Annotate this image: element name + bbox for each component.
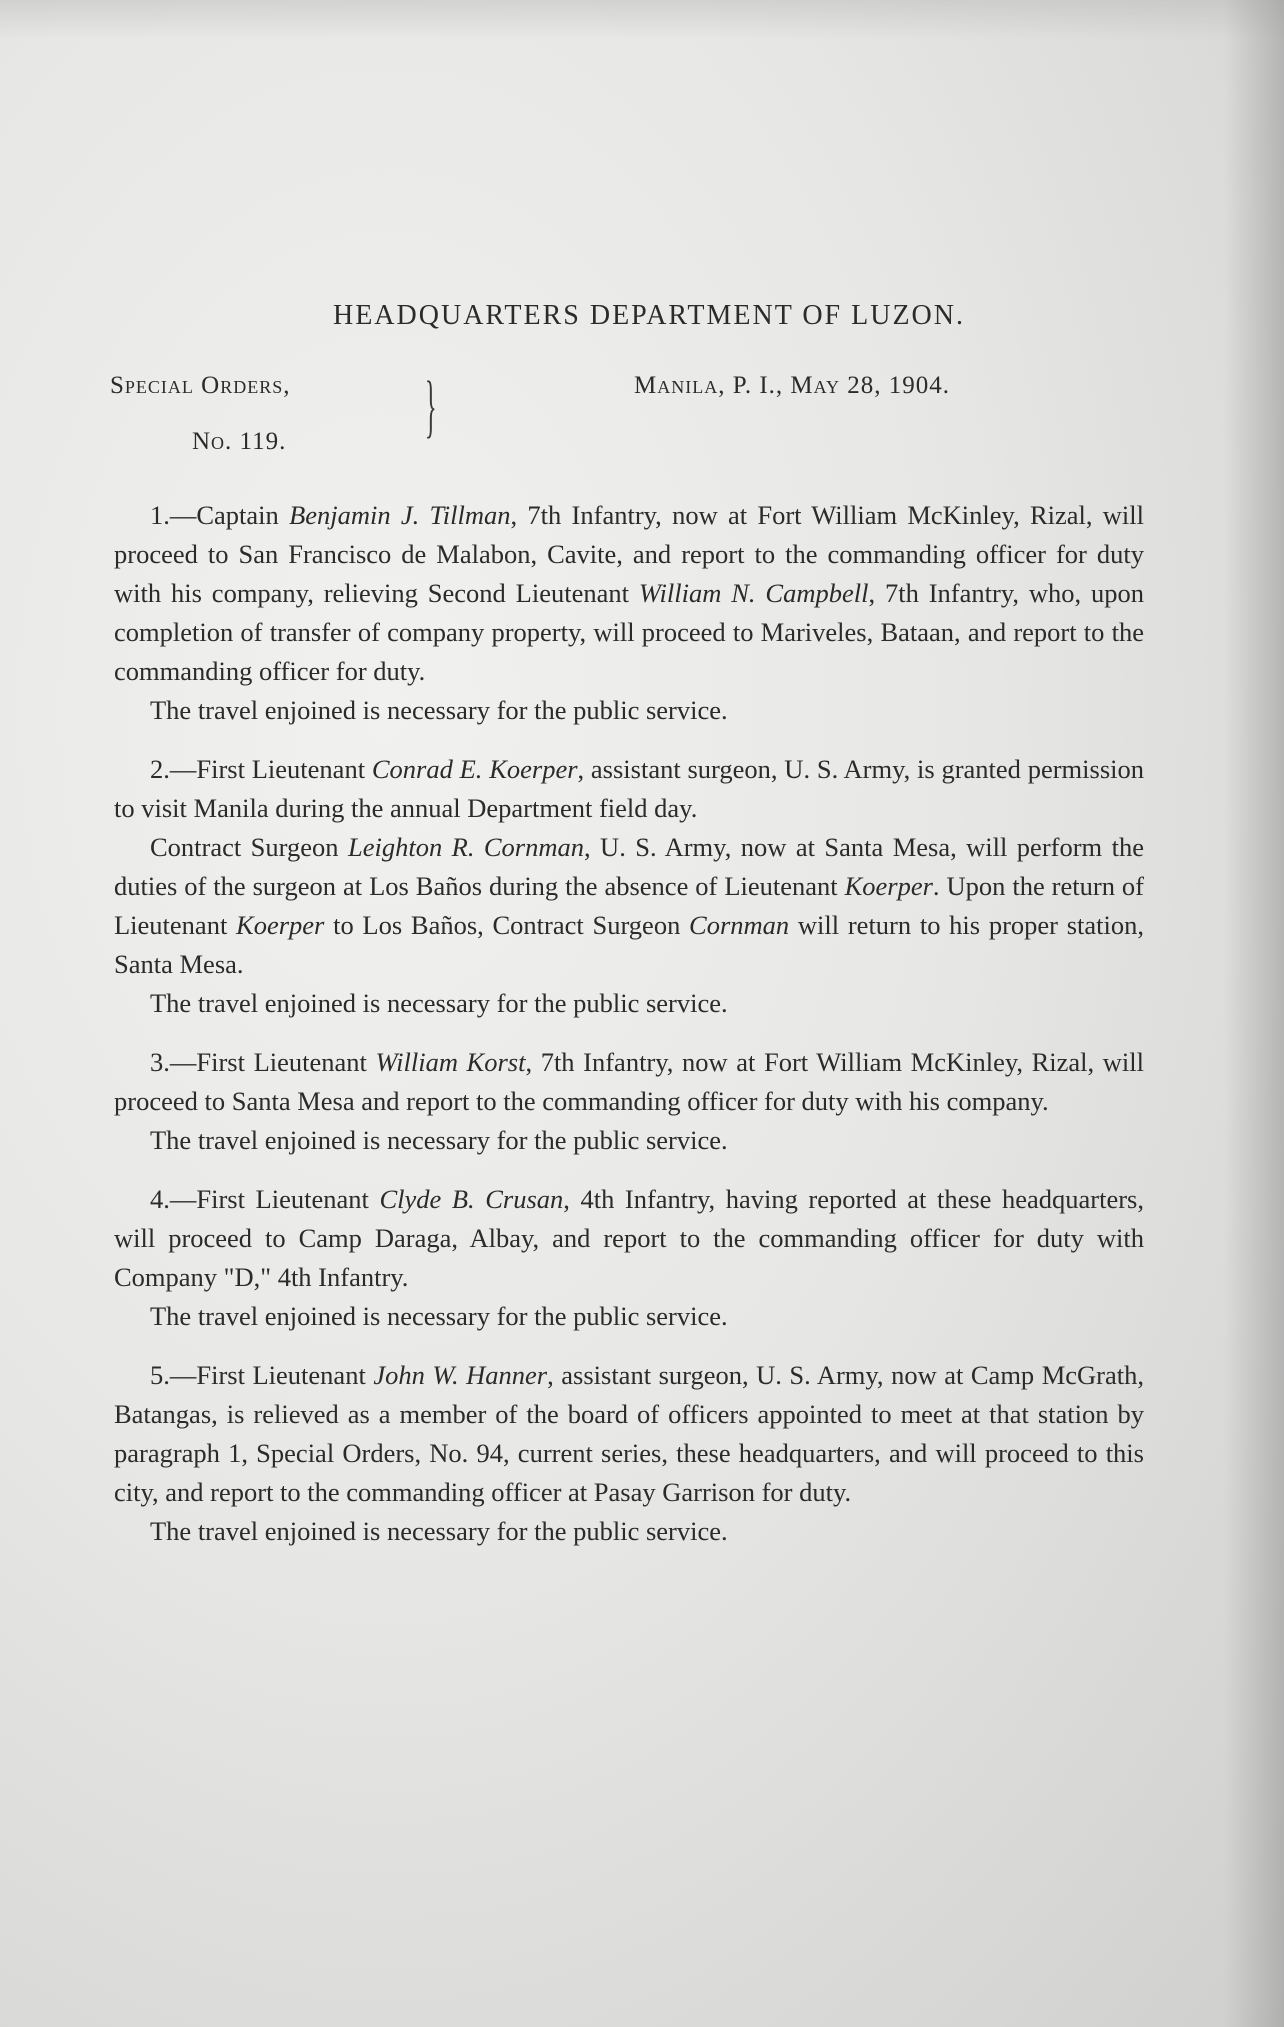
p4-text-2: , 4th Infantry, having reported at these headquarters, will proceed to Camp Daraga, Albay, and report to the commanding officer for duty with Company "D," 4th Infantry. <box>114 1184 1144 1292</box>
p1-travel: The travel enjoined is necessary for the public service. <box>150 695 728 725</box>
paragraph-2-sub <box>114 828 1144 984</box>
paragraph-2 <box>114 750 1144 828</box>
p2-sub-text-5: will return to his proper station, Santa Mesa. <box>114 910 1145 979</box>
orders-number: No. 119. <box>192 428 287 455</box>
p2-sub-text-1: Contract Surgeon <box>150 832 348 862</box>
orders-label: Special Orders, <box>110 372 291 399</box>
p2-name-1: Conrad E. Koerper <box>371 754 578 784</box>
paragraph-5 <box>114 1356 1144 1512</box>
p3-name-1: William Korst <box>375 1047 526 1077</box>
p2-travel: The travel enjoined is necessary for the public service. <box>150 988 728 1018</box>
p5-text-2: , assistant surgeon, U. S. Army, now at Camp McGrath, Batangas, is relieved as a member of the board of officers appointed to meet at that station by paragraph 1, Special Orders, No. 94, current series, these headquarters, and will proceed to this city, and report to the commanding officer at Pasay Garrison for duty. <box>114 1360 1144 1507</box>
p2-name-5: Cornman <box>689 910 790 940</box>
p1-name-2: William N. Campbell <box>638 578 869 608</box>
p3-text-2: , 7th Infantry, now at Fort William McKinley, Rizal, will proceed to Santa Mesa and report to the commanding officer for duty with his company. <box>114 1047 1144 1116</box>
p1-text-3: , 7th Infantry, who, upon completion of transfer of company property, will proceed to Mariveles, Bataan, and report to the commanding officer for duty. <box>114 578 1144 686</box>
p4-travel: The travel enjoined is necessary for the public service. <box>150 1301 728 1331</box>
p2-text-1: 2.—First Lieutenant <box>150 754 372 784</box>
orders-header <box>110 368 1144 472</box>
p4-text-1: 4.—First Lieutenant <box>150 1184 380 1214</box>
p5-name-1: John W. Hanner <box>373 1360 548 1390</box>
p2-sub-text-3: . Upon the return of Lieutenant <box>114 871 1144 940</box>
p2-sub-text-4: to Los Baños, Contract Surgeon <box>324 910 690 940</box>
p1-text-2: , 7th Infantry, now at Fort William McKinley, Rizal, will proceed to San Francisco de Malabon, Cavite, and report to the commanding officer for duty with his company, relieving Second Lieutenant <box>114 500 1144 608</box>
document-heading: HEADQUARTERS DEPARTMENT OF LUZON. <box>332 300 965 331</box>
p2-sub-text-2: , U. S. Army, now at Santa Mesa, will perform the duties of the surgeon at Los Baños during the absence of Lieutenant <box>114 832 1144 901</box>
paragraph-1 <box>114 496 1144 691</box>
scan-shadow-right <box>1224 0 1284 2027</box>
p2-name-2: Leighton R. Cornman <box>347 832 584 862</box>
p3-text-1: 3.—First Lieutenant <box>150 1047 376 1077</box>
p5-text-1: 5.—First Lieutenant <box>150 1360 374 1390</box>
p5-travel: The travel enjoined is necessary for the public service. <box>150 1516 728 1546</box>
p1-name-1: Benjamin J. Tillman <box>289 500 511 530</box>
p2-name-4: Koerper <box>236 910 325 940</box>
p2-text-2: , assistant surgeon, U. S. Army, is granted permission to visit Manila during the annual Department field day. <box>114 754 1144 823</box>
brace-glyph: } <box>424 368 437 445</box>
paragraph-3 <box>114 1043 1144 1121</box>
scan-shadow-top <box>0 0 1284 40</box>
p1-text-1: 1.—Captain <box>150 500 290 530</box>
p2-name-3: Koerper <box>844 871 933 901</box>
place-date: Manila, P. I., May 28, 1904. <box>634 372 950 399</box>
p4-name-1: Clyde B. Crusan <box>379 1184 564 1214</box>
p3-travel: The travel enjoined is necessary for the public service. <box>150 1125 728 1155</box>
paragraph-4 <box>114 1180 1144 1297</box>
document-body <box>110 300 1145 1551</box>
